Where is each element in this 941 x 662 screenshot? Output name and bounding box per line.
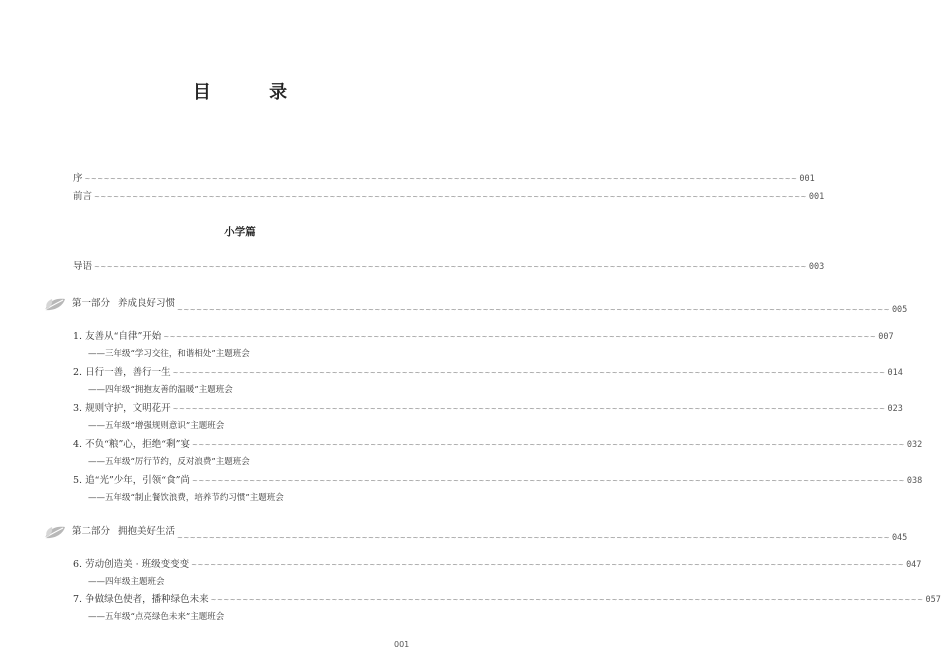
footer-page-number: 001 [394, 640, 410, 649]
dot-leader: ~~~~~~~~~~~~~~~~~~~~~~~~~~~~~~~~~~~~~~~~~~~~~~~~~~~~~~~~~~~~~~~~~~~~~~~~~~~~~~~~~~~~~~~~~~~~~~~~~~~~~~~~~~~~~~~~ [192, 441, 905, 449]
page-number: 001 [808, 192, 825, 202]
toc-entry-5[interactable] [73, 474, 923, 488]
leaf-icon [43, 524, 67, 540]
page-number: 001 [799, 174, 815, 184]
leaf-icon [43, 296, 67, 312]
dot-leader: ~~~~~~~~~~~~~~~~~~~~~~~~~~~~~~~~~~~~~~~~~~~~~~~~~~~~~~~~~~~~~~~~~~~~~~~~~~~~~~~~~~~~~~~~~~~~~~~~~~~~~~~~~~~~~~~~ [163, 333, 877, 341]
page-number: 045 [891, 533, 908, 543]
page-number: 014 [887, 368, 903, 378]
part-heading [73, 296, 175, 312]
entry-subtitle: ——三年级“学习交往，和谐相处”主题班会 [88, 349, 250, 359]
toc-part-2[interactable] [72, 524, 908, 543]
entry-label: 6. 劳动创造美 · 班级变变变 [73, 559, 190, 570]
dot-leader: ~~~~~~~~~~~~~~~~~~~~~~~~~~~~~~~~~~~~~~~~~~~~~~~~~~~~~~~~~~~~~~~~~~~~~~~~~~~~~~~~~~~~~~~~~~~~~~~~~~~~~~~~~~~~~~~~ [172, 369, 886, 377]
dot-leader: ~~~~~~~~~~~~~~~~~~~~~~~~~~~~~~~~~~~~~~~~~~~~~~~~~~~~~~~~~~~~~~~~~~~~~~~~~~~~~~~~~~~~~~~~~~~~~~~~~~~~~~~~~~~~~~~~ [94, 263, 807, 271]
toc-entry-7[interactable] [73, 593, 941, 607]
entry-label: 序 [73, 173, 83, 184]
entry-label: 3. 规则守护，文明花开 [73, 403, 171, 414]
toc-entry-foreword[interactable] [73, 190, 825, 204]
part-name: 养成良好习惯 [118, 298, 176, 309]
page-number: 038 [906, 476, 923, 486]
dot-leader: ~~~~~~~~~~~~~~~~~~~~~~~~~~~~~~~~~~~~~~~~~~~~~~~~~~~~~~~~~~~~~~~~~~~~~~~~~~~~~~~~~~~~~~~~~~~~~~~~~~~~~~~~~~~~~~~~ [191, 561, 905, 569]
entry-label: 4. 不负“粮”心，拒绝“剩”宴 [73, 439, 191, 450]
part-name: 拥抱美好生活 [118, 526, 176, 537]
toc-entry-2[interactable] [73, 366, 903, 380]
entry-subtitle: ——五年级“增强规则意识”主题班会 [88, 421, 225, 431]
entry-subtitle: ——五年级“点亮绿色未来”主题班会 [88, 612, 225, 622]
entry-label: 2. 日行一善，善行一生 [73, 367, 171, 378]
toc-entry-4[interactable] [73, 438, 923, 452]
page-number: 032 [906, 440, 923, 450]
toc-entry-intro[interactable] [73, 260, 825, 274]
entry-label: 5. 追“光”少年，引领“食”尚 [73, 475, 191, 486]
page-number: 023 [887, 404, 903, 414]
entry-subtitle: ——四年级“拥抱友善的温暖”主题班会 [88, 385, 233, 395]
dot-leader: ~~~~~~~~~~~~~~~~~~~~~~~~~~~~~~~~~~~~~~~~~~~~~~~~~~~~~~~~~~~~~~~~~~~~~~~~~~~~~~~~~~~~~~~~~~~~~~~~~~~~~~~~~~~~~~~~ [177, 306, 890, 314]
dot-leader: ~~~~~~~~~~~~~~~~~~~~~~~~~~~~~~~~~~~~~~~~~~~~~~~~~~~~~~~~~~~~~~~~~~~~~~~~~~~~~~~~~~~~~~~~~~~~~~~~~~~~~~~~~~~~~~~~ [172, 405, 886, 413]
entry-label: 导语 [73, 261, 93, 272]
section-title: 小学篇 [224, 226, 256, 238]
entry-label: 前言 [73, 191, 93, 202]
page-number: 047 [906, 560, 922, 570]
toc-entry-1[interactable] [73, 330, 894, 344]
part-heading [73, 524, 175, 540]
entry-label: 7. 争做绿色使者，播种绿色未来 [73, 594, 209, 605]
dot-leader: ~~~~~~~~~~~~~~~~~~~~~~~~~~~~~~~~~~~~~~~~~~~~~~~~~~~~~~~~~~~~~~~~~~~~~~~~~~~~~~~~~~~~~~~~~~~~~~~~~~~~~~~~~~~~~~~~ [84, 175, 798, 183]
toc-entry-6[interactable] [73, 558, 922, 572]
part-tag: 第一部分 [72, 298, 111, 309]
toc-part-1[interactable] [72, 296, 908, 315]
part-tag: 第二部分 [72, 526, 111, 537]
page-number: 003 [808, 262, 825, 272]
toc-entry-3[interactable] [73, 402, 903, 416]
dot-leader: ~~~~~~~~~~~~~~~~~~~~~~~~~~~~~~~~~~~~~~~~~~~~~~~~~~~~~~~~~~~~~~~~~~~~~~~~~~~~~~~~~~~~~~~~~~~~~~~~~~~~~~~~~~~~~~~~ [192, 477, 905, 485]
toc-entry-preface[interactable] [73, 172, 815, 186]
dot-leader: ~~~~~~~~~~~~~~~~~~~~~~~~~~~~~~~~~~~~~~~~~~~~~~~~~~~~~~~~~~~~~~~~~~~~~~~~~~~~~~~~~~~~~~~~~~~~~~~~~~~~~~~~~~~~~~~~ [94, 193, 807, 201]
page-number: 005 [891, 305, 908, 315]
entry-subtitle: ——五年级“制止餐饮浪费，培养节约习惯”主题班会 [88, 493, 284, 503]
dot-leader: ~~~~~~~~~~~~~~~~~~~~~~~~~~~~~~~~~~~~~~~~~~~~~~~~~~~~~~~~~~~~~~~~~~~~~~~~~~~~~~~~~~~~~~~~~~~~~~~~~~~~~~~~~~~~~~~~ [210, 596, 924, 604]
entry-label: 1. 友善从“自律”开始 [73, 331, 162, 342]
dot-leader: ~~~~~~~~~~~~~~~~~~~~~~~~~~~~~~~~~~~~~~~~~~~~~~~~~~~~~~~~~~~~~~~~~~~~~~~~~~~~~~~~~~~~~~~~~~~~~~~~~~~~~~~~~~~~~~~~ [177, 534, 890, 542]
entry-subtitle: ——五年级“厉行节约，反对浪费”主题班会 [88, 457, 250, 467]
entry-subtitle: ——四年级主题班会 [88, 577, 165, 587]
page-title: 目 录 [192, 82, 314, 103]
page-number: 057 [925, 595, 941, 605]
page-number: 007 [878, 332, 894, 342]
